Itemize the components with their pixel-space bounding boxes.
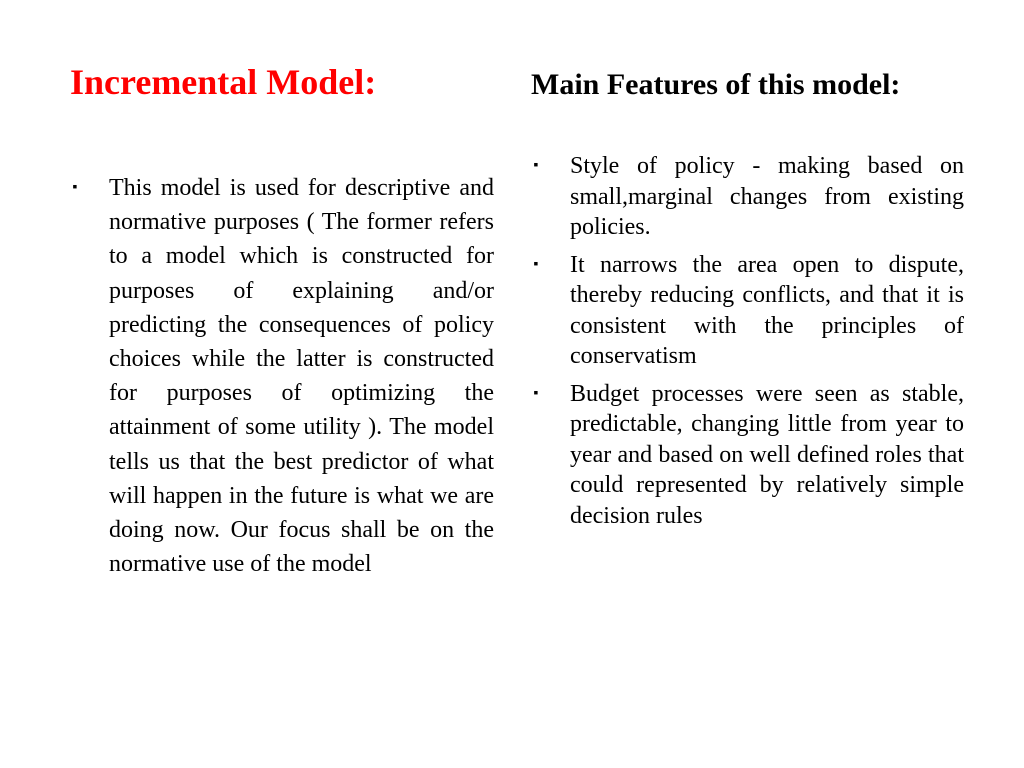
list-item bbox=[531, 151, 964, 243]
left-title: Incremental Model: bbox=[70, 62, 377, 102]
bullet-text: Budget processes were seen as stable, predictable, changing little from year to year and based on well defined roles that could represented by relatively simple decision rules bbox=[570, 380, 964, 529]
square-bullet-icon: ▪ bbox=[72, 180, 78, 195]
square-bullet-icon: ▪ bbox=[533, 385, 539, 401]
right-column bbox=[531, 66, 964, 538]
bullet-text: It narrows the area open to dispute, thereby reducing conflicts, and that it is consistent with the principles of conservatism bbox=[570, 251, 964, 369]
left-bullet-list bbox=[70, 171, 494, 581]
list-item bbox=[531, 250, 964, 372]
bullet-text: This model is used for descriptive and normative purposes ( The former refers to a model which is constructed for purposes of explaining and/or predicting the consequences of policy choices while the latter is constructed for purposes of optimizing the attainment of some utility ). The model tells us that the best predictor of what will happen in the future is what we are doing now. Our focus shall be on the normative use of the model bbox=[109, 175, 494, 578]
square-bullet-icon: ▪ bbox=[533, 256, 539, 272]
right-bullet-list bbox=[531, 151, 964, 531]
right-title: Main Features of this model: bbox=[531, 68, 901, 101]
bullet-text: Style of policy - making based on small,marginal changes from existing policies. bbox=[570, 153, 964, 240]
list-item bbox=[531, 379, 964, 532]
left-column bbox=[70, 58, 494, 581]
square-bullet-icon: ▪ bbox=[533, 158, 539, 173]
list-item bbox=[70, 171, 494, 581]
